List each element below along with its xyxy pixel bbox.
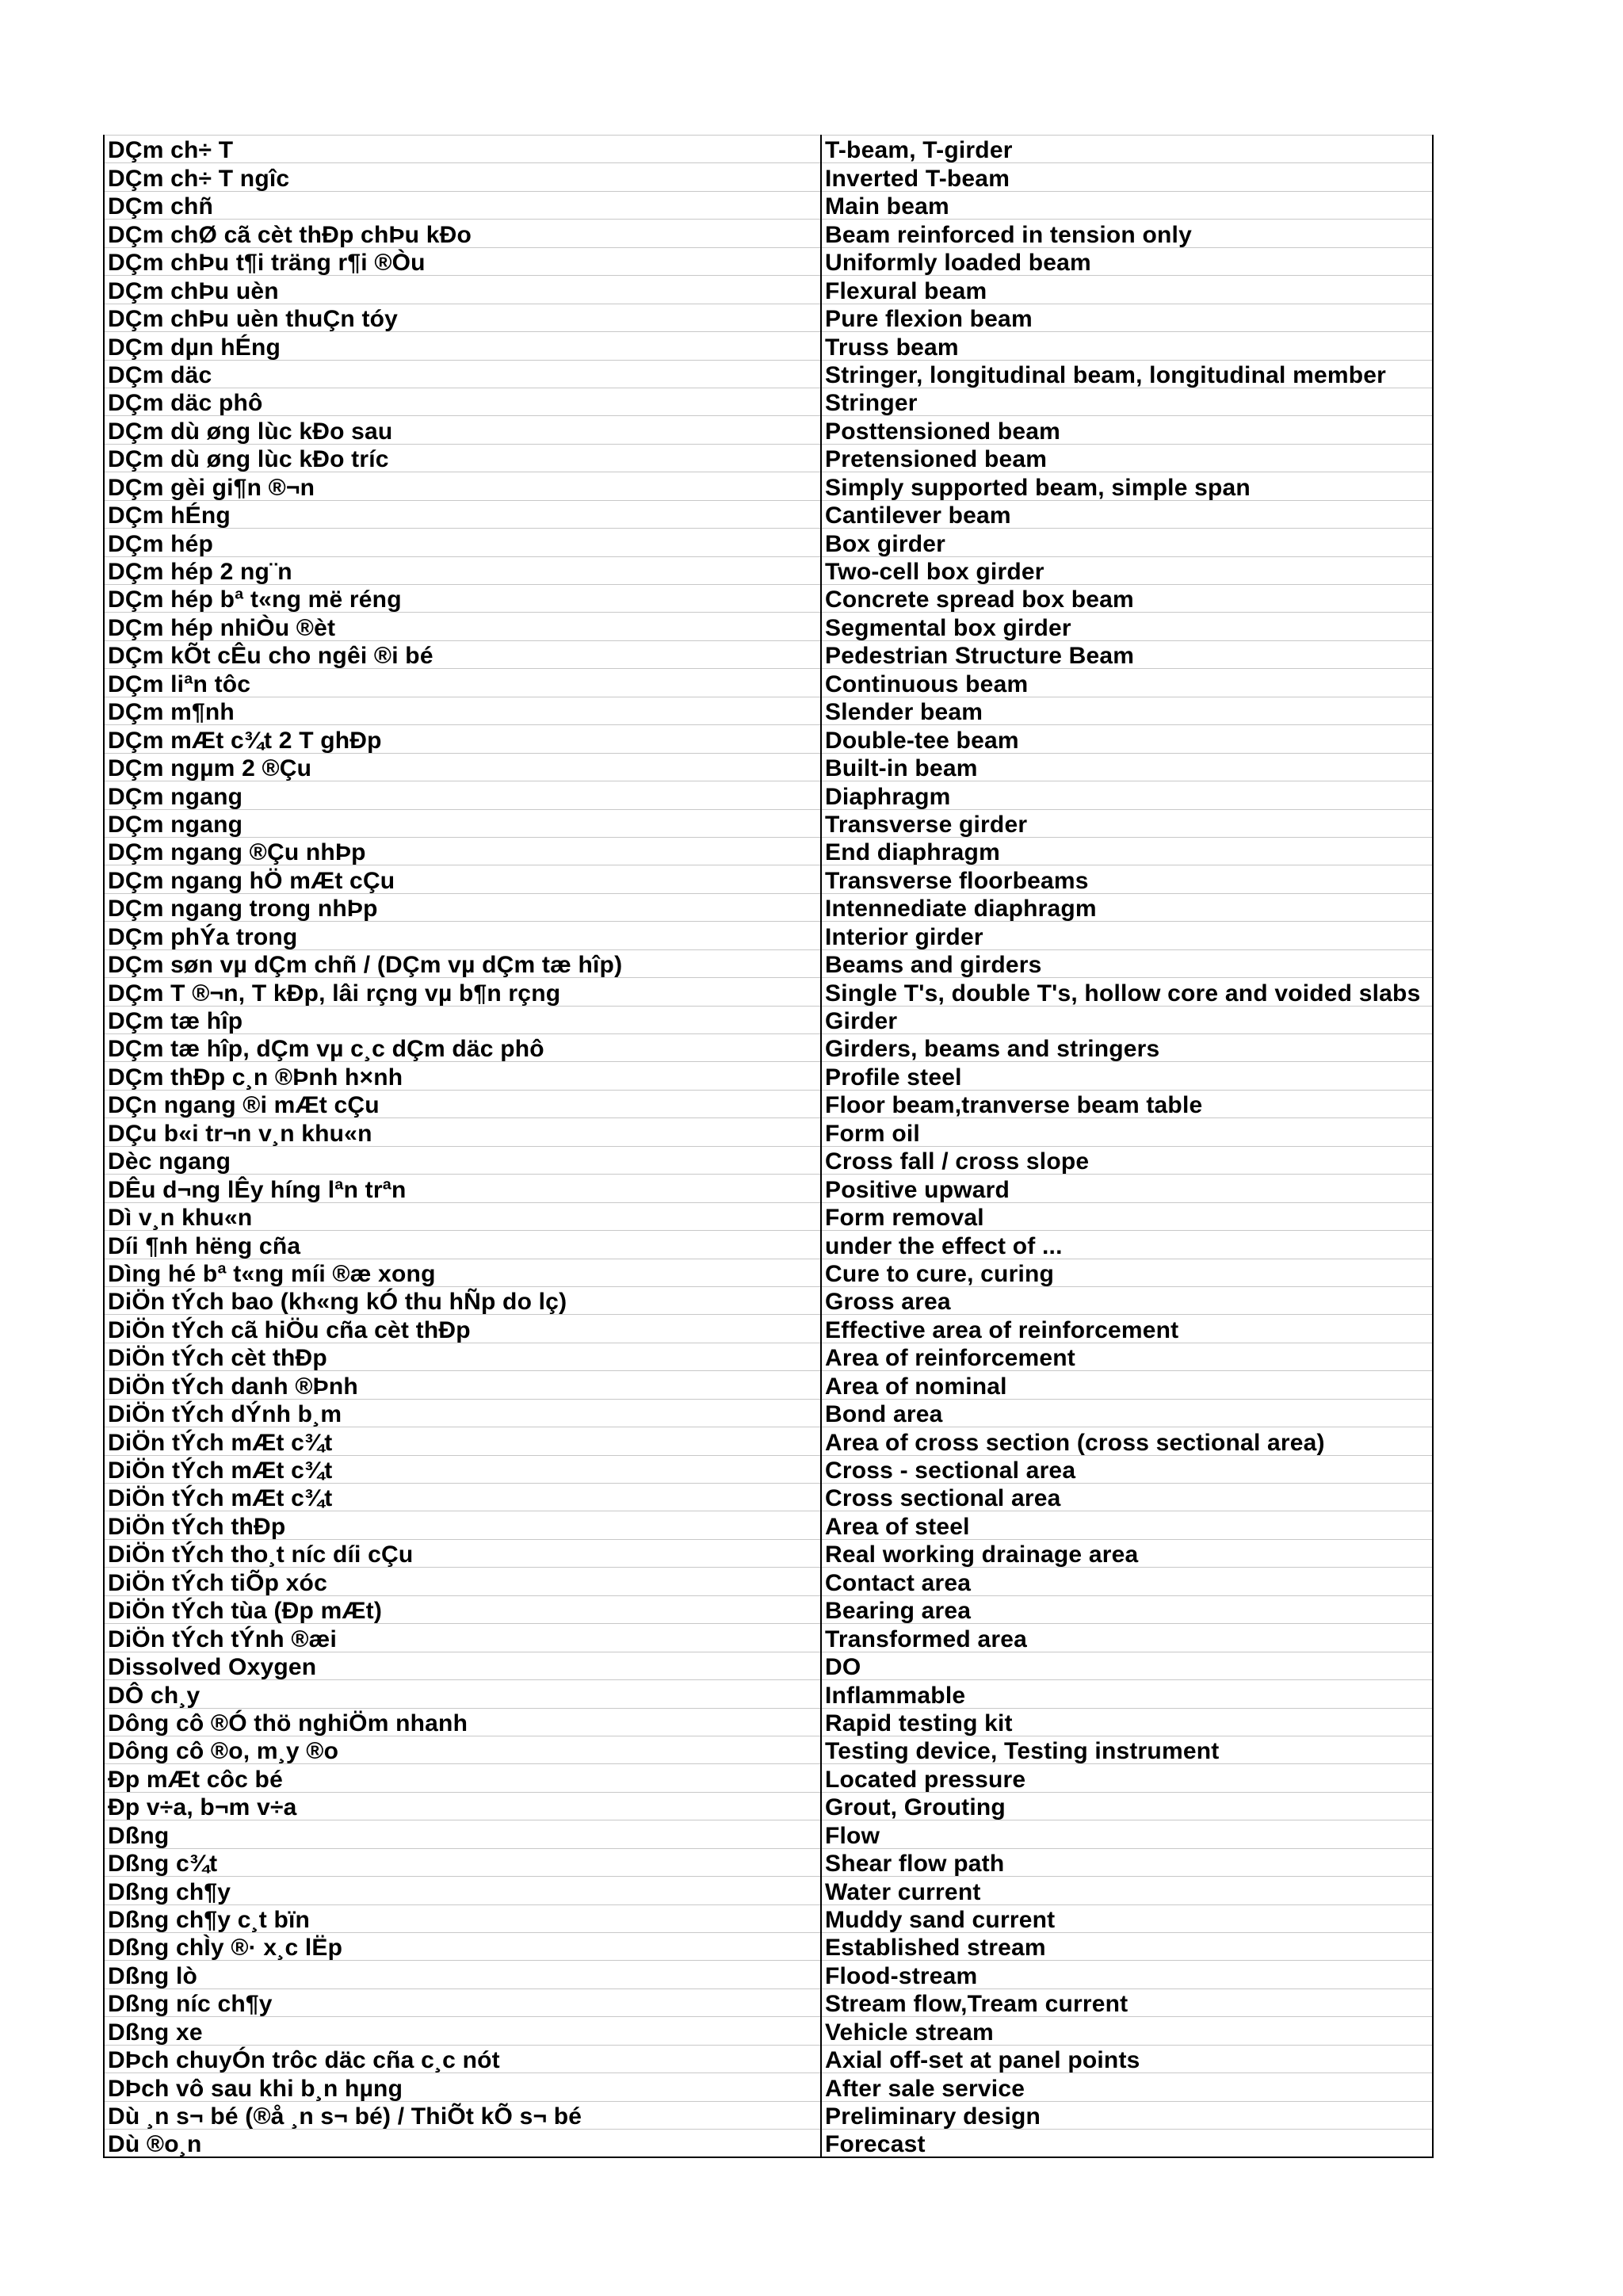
vietnamese-term-cell: DÇm dµn hÉng	[104, 332, 821, 360]
english-term-cell: Stringer, longitudinal beam, longitudinal member	[821, 360, 1433, 388]
table-row	[104, 1933, 1433, 1961]
vietnamese-term-cell: DÇm thÐp c¸n ®Þnh h×nh	[104, 1062, 821, 1090]
table-row	[104, 1877, 1433, 1904]
vietnamese-term-cell: Dù ®o¸n	[104, 2130, 821, 2157]
glossary-rows	[104, 136, 1433, 2158]
english-term-cell: Single T's, double T's, hollow core and voided slabs	[821, 978, 1433, 1006]
table-row	[104, 697, 1433, 724]
english-term-cell: Bond area	[821, 1399, 1433, 1427]
table-row	[104, 529, 1433, 556]
vietnamese-term-cell: DÇu b«i tr¬n v¸n khu«n	[104, 1118, 821, 1146]
vietnamese-term-cell: DiÖn tÝch tùa (Ðp mÆt)	[104, 1595, 821, 1623]
vietnamese-term-cell: DÇm ngang	[104, 781, 821, 809]
table-row	[104, 922, 1433, 949]
vietnamese-term-cell: DiÖn tÝch mÆt c¾t	[104, 1484, 821, 1511]
vietnamese-term-cell: Dßng	[104, 1820, 821, 1848]
table-row	[104, 1399, 1433, 1427]
english-term-cell: Cross - sectional area	[821, 1455, 1433, 1483]
english-term-cell: Pedestrian Structure Beam	[821, 640, 1433, 668]
vietnamese-term-cell: DÇm kÕt cÊu cho ngêi ®i bé	[104, 640, 821, 668]
english-term-cell: Stringer	[821, 388, 1433, 415]
english-term-cell: Area of cross section (cross sectional area)	[821, 1427, 1433, 1455]
vietnamese-term-cell: DÇm T ®¬n, T kÐp, lâi rçng vµ b¶n rçng	[104, 978, 821, 1006]
vietnamese-term-cell: DÞch chuyÓn trôc däc cña c¸c nót	[104, 2045, 821, 2073]
english-term-cell: Intennediate diaphragm	[821, 893, 1433, 921]
english-term-cell: under the effect of ...	[821, 1231, 1433, 1259]
table-row	[104, 304, 1433, 331]
vietnamese-term-cell: Dông cô ®Ó thö nghiÖm nhanh	[104, 1708, 821, 1736]
table-row	[104, 865, 1433, 893]
vietnamese-term-cell: Dì v¸n khu«n	[104, 1202, 821, 1230]
vietnamese-term-cell: Dßng lò	[104, 1961, 821, 1988]
table-row	[104, 1118, 1433, 1146]
table-row	[104, 753, 1433, 781]
table-row	[104, 332, 1433, 360]
table-row	[104, 276, 1433, 304]
english-term-cell: Inverted T-beam	[821, 163, 1433, 191]
vietnamese-term-cell: Dßng ch¶y	[104, 1877, 821, 1904]
table-row	[104, 669, 1433, 697]
english-term-cell: Girder	[821, 1006, 1433, 1033]
vietnamese-term-cell: DÞch vô sau khi b¸n hµng	[104, 2073, 821, 2101]
english-term-cell: Box girder	[821, 529, 1433, 556]
vietnamese-term-cell: Díi ¶nh hëng cña	[104, 1231, 821, 1259]
english-term-cell: Cross sectional area	[821, 1484, 1433, 1511]
english-term-cell: Form oil	[821, 1118, 1433, 1146]
english-term-cell: DO	[821, 1652, 1433, 1679]
english-term-cell: Built-in beam	[821, 753, 1433, 781]
vietnamese-term-cell: DÇm dù øng lùc kÐo tríc	[104, 444, 821, 472]
vietnamese-term-cell: DÇm däc	[104, 360, 821, 388]
english-term-cell: Diaphragm	[821, 781, 1433, 809]
english-term-cell: Posttensioned beam	[821, 416, 1433, 444]
vietnamese-term-cell: Dßng níc ch¶y	[104, 1988, 821, 2016]
vietnamese-term-cell: DÇm chÞu uèn	[104, 276, 821, 304]
vietnamese-term-cell: DÇm hép 2 ng¨n	[104, 556, 821, 584]
vietnamese-term-cell: DÇm ch÷ T ngîc	[104, 163, 821, 191]
table-row	[104, 2017, 1433, 2045]
english-term-cell: Vehicle stream	[821, 2017, 1433, 2045]
english-term-cell: Testing device, Testing instrument	[821, 1736, 1433, 1763]
vietnamese-term-cell: DiÖn tÝch mÆt c¾t	[104, 1427, 821, 1455]
table-row	[104, 1455, 1433, 1483]
english-term-cell: Cure to cure, curing	[821, 1259, 1433, 1286]
vietnamese-term-cell: DÊu d¬ng lÊy híng lªn trªn	[104, 1175, 821, 1202]
table-row	[104, 556, 1433, 584]
vietnamese-term-cell: DÔ ch¸y	[104, 1680, 821, 1708]
english-term-cell: Grout, Grouting	[821, 1792, 1433, 1820]
vietnamese-term-cell: DiÖn tÝch tiÕp xóc	[104, 1568, 821, 1595]
table-row	[104, 444, 1433, 472]
english-term-cell: Pure flexion beam	[821, 304, 1433, 331]
vietnamese-term-cell: DÇm chñ	[104, 191, 821, 219]
table-row	[104, 1202, 1433, 1230]
vietnamese-term-cell: Ðp mÆt côc bé	[104, 1764, 821, 1792]
english-term-cell: Area of steel	[821, 1511, 1433, 1539]
vietnamese-term-cell: DÇm ngang	[104, 809, 821, 837]
english-term-cell: Concrete spread box beam	[821, 585, 1433, 613]
table-row	[104, 472, 1433, 500]
table-row	[104, 1539, 1433, 1567]
table-row	[104, 613, 1433, 640]
table-row	[104, 1708, 1433, 1736]
vietnamese-term-cell: DiÖn tÝch cèt thÐp	[104, 1343, 821, 1370]
english-term-cell: Transformed area	[821, 1624, 1433, 1652]
table-row	[104, 247, 1433, 275]
table-row	[104, 1231, 1433, 1259]
vietnamese-term-cell: DÇm dù øng lùc kÐo sau	[104, 416, 821, 444]
table-row	[104, 416, 1433, 444]
vietnamese-term-cell: Dßng chÌy ®· x¸c lËp	[104, 1933, 821, 1961]
table-row	[104, 837, 1433, 865]
table-row	[104, 1175, 1433, 1202]
english-term-cell: Flexural beam	[821, 276, 1433, 304]
vietnamese-term-cell: DÇm ngang ®Çu nhÞp	[104, 837, 821, 865]
vietnamese-term-cell: DÇm ngang hÖ mÆt cÇu	[104, 865, 821, 893]
vietnamese-term-cell: DiÖn tÝch tÝnh ®æi	[104, 1624, 821, 1652]
table-row	[104, 388, 1433, 415]
english-term-cell: T-beam, T-girder	[821, 136, 1433, 163]
table-row	[104, 360, 1433, 388]
english-term-cell: Water current	[821, 1877, 1433, 1904]
english-term-cell: Rapid testing kit	[821, 1708, 1433, 1736]
table-row	[104, 640, 1433, 668]
table-row	[104, 1736, 1433, 1763]
table-row	[104, 978, 1433, 1006]
vietnamese-term-cell: DiÖn tÝch bao (kh«ng kÓ thu hÑp do lç)	[104, 1286, 821, 1314]
table-row	[104, 1792, 1433, 1820]
table-row	[104, 1484, 1433, 1511]
table-row	[104, 1371, 1433, 1399]
vietnamese-term-cell: DiÖn tÝch mÆt c¾t	[104, 1455, 821, 1483]
table-row	[104, 500, 1433, 528]
vietnamese-term-cell: DÇm däc phô	[104, 388, 821, 415]
vietnamese-term-cell: DÇm gèi gi¶n ®¬n	[104, 472, 821, 500]
english-term-cell: Two-cell box girder	[821, 556, 1433, 584]
english-term-cell: Transverse floorbeams	[821, 865, 1433, 893]
english-term-cell: Beam reinforced in tension only	[821, 220, 1433, 247]
english-term-cell: Girders, beams and stringers	[821, 1034, 1433, 1062]
vietnamese-term-cell: DÇm hép	[104, 529, 821, 556]
vietnamese-term-cell: DÇm tæ hîp	[104, 1006, 821, 1033]
english-term-cell: Gross area	[821, 1286, 1433, 1314]
english-term-cell: Pretensioned beam	[821, 444, 1433, 472]
english-term-cell: Beams and girders	[821, 949, 1433, 977]
english-term-cell: End diaphragm	[821, 837, 1433, 865]
english-term-cell: Muddy sand current	[821, 1904, 1433, 1932]
vietnamese-term-cell: Ðp v÷a, b¬m v÷a	[104, 1792, 821, 1820]
table-row	[104, 725, 1433, 753]
table-row	[104, 585, 1433, 613]
vietnamese-term-cell: Dông cô ®o, m¸y ®o	[104, 1736, 821, 1763]
table-row	[104, 2130, 1433, 2157]
vietnamese-term-cell: DÇm hép nhiÒu ®èt	[104, 613, 821, 640]
english-term-cell: Profile steel	[821, 1062, 1433, 1090]
english-term-cell: Simply supported beam, simple span	[821, 472, 1433, 500]
vietnamese-term-cell: DÇm hÉng	[104, 500, 821, 528]
table-row	[104, 1146, 1433, 1174]
english-term-cell: Continuous beam	[821, 669, 1433, 697]
table-row	[104, 1315, 1433, 1343]
table-row	[104, 809, 1433, 837]
table-row	[104, 163, 1433, 191]
english-term-cell: Stream flow,Tream current	[821, 1988, 1433, 2016]
table-row	[104, 1848, 1433, 1876]
table-row	[104, 1595, 1433, 1623]
table-row	[104, 1680, 1433, 1708]
vietnamese-term-cell: Dìng hé bª t«ng míi ®æ xong	[104, 1259, 821, 1286]
english-term-cell: Slender beam	[821, 697, 1433, 724]
english-term-cell: Uniformly loaded beam	[821, 247, 1433, 275]
vietnamese-term-cell: Dßng ch¶y c¸t bïn	[104, 1904, 821, 1932]
table-row	[104, 949, 1433, 977]
table-row	[104, 2045, 1433, 2073]
english-term-cell: Double-tee beam	[821, 725, 1433, 753]
vietnamese-term-cell: DÇm m¶nh	[104, 697, 821, 724]
table-row	[104, 1343, 1433, 1370]
table-row	[104, 1988, 1433, 2016]
vietnamese-term-cell: DÇm ch÷ T	[104, 136, 821, 163]
vietnamese-term-cell: DÇn ngang ®i mÆt cÇu	[104, 1090, 821, 1117]
english-term-cell: Inflammable	[821, 1680, 1433, 1708]
english-term-cell: After sale service	[821, 2073, 1433, 2101]
english-term-cell: Positive upward	[821, 1175, 1433, 1202]
english-term-cell: Main beam	[821, 191, 1433, 219]
vietnamese-term-cell: DÇm chÞu t¶i träng r¶i ®Òu	[104, 247, 821, 275]
table-row	[104, 1062, 1433, 1090]
english-term-cell: Area of reinforcement	[821, 1343, 1433, 1370]
table-row	[104, 1624, 1433, 1652]
english-term-cell: Forecast	[821, 2130, 1433, 2157]
table-row	[104, 1427, 1433, 1455]
english-term-cell: Effective area of reinforcement	[821, 1315, 1433, 1343]
english-term-cell: Axial off-set at panel points	[821, 2045, 1433, 2073]
vietnamese-term-cell: DiÖn tÝch dÝnh b¸m	[104, 1399, 821, 1427]
english-term-cell: Area of nominal	[821, 1371, 1433, 1399]
table-row	[104, 191, 1433, 219]
table-row	[104, 2073, 1433, 2101]
table-row	[104, 1652, 1433, 1679]
table-row	[104, 1034, 1433, 1062]
glossary-sheet	[103, 135, 1432, 2158]
vietnamese-term-cell: DÇm søn vµ dÇm chñ / (DÇm vµ dÇm tæ hîp)	[104, 949, 821, 977]
vietnamese-term-cell: DÇm chØ cã cèt thÐp chÞu kÐo	[104, 220, 821, 247]
table-row	[104, 1006, 1433, 1033]
english-term-cell: Real working drainage area	[821, 1539, 1433, 1567]
table-row	[104, 1286, 1433, 1314]
english-term-cell: Preliminary design	[821, 2101, 1433, 2129]
table-row	[104, 220, 1433, 247]
vietnamese-term-cell: DiÖn tÝch tho¸t níc díi cÇu	[104, 1539, 821, 1567]
vietnamese-term-cell: Dissolved Oxygen	[104, 1652, 821, 1679]
table-row	[104, 1259, 1433, 1286]
vietnamese-term-cell: DÇm chÞu uèn thuÇn tóy	[104, 304, 821, 331]
table-row	[104, 781, 1433, 809]
english-term-cell: Located pressure	[821, 1764, 1433, 1792]
glossary-table	[103, 135, 1434, 2158]
table-row	[104, 1961, 1433, 1988]
table-row	[104, 2101, 1433, 2129]
vietnamese-term-cell: DÇm phÝa trong	[104, 922, 821, 949]
table-row	[104, 1904, 1433, 1932]
english-term-cell: Floor beam,tranverse beam table	[821, 1090, 1433, 1117]
vietnamese-term-cell: DÇm hép bª t«ng më réng	[104, 585, 821, 613]
english-term-cell: Segmental box girder	[821, 613, 1433, 640]
vietnamese-term-cell: DÇm mÆt c¾t 2 T ghÐp	[104, 725, 821, 753]
table-row	[104, 1568, 1433, 1595]
table-row	[104, 1820, 1433, 1848]
vietnamese-term-cell: DiÖn tÝch danh ®Þnh	[104, 1371, 821, 1399]
table-row	[104, 1090, 1433, 1117]
table-row	[104, 893, 1433, 921]
vietnamese-term-cell: DÇm tæ hîp, dÇm vµ c¸c dÇm däc phô	[104, 1034, 821, 1062]
english-term-cell: Flood-stream	[821, 1961, 1433, 1988]
english-term-cell: Shear flow path	[821, 1848, 1433, 1876]
english-term-cell: Established stream	[821, 1933, 1433, 1961]
english-term-cell: Flow	[821, 1820, 1433, 1848]
english-term-cell: Transverse girder	[821, 809, 1433, 837]
vietnamese-term-cell: DÇm liªn tôc	[104, 669, 821, 697]
english-term-cell: Bearing area	[821, 1595, 1433, 1623]
table-row	[104, 1511, 1433, 1539]
vietnamese-term-cell: DiÖn tÝch thÐp	[104, 1511, 821, 1539]
english-term-cell: Contact area	[821, 1568, 1433, 1595]
english-term-cell: Cross fall / cross slope	[821, 1146, 1433, 1174]
english-term-cell: Truss beam	[821, 332, 1433, 360]
vietnamese-term-cell: Dßng xe	[104, 2017, 821, 2045]
table-row	[104, 1764, 1433, 1792]
table-row	[104, 136, 1433, 163]
english-term-cell: Cantilever beam	[821, 500, 1433, 528]
vietnamese-term-cell: DÇm ngang trong nhÞp	[104, 893, 821, 921]
vietnamese-term-cell: DÇm ngµm 2 ®Çu	[104, 753, 821, 781]
vietnamese-term-cell: DiÖn tÝch cã hiÖu cña cèt thÐp	[104, 1315, 821, 1343]
vietnamese-term-cell: Dù ¸n s¬ bé (®å ¸n s¬ bé) / ThiÕt kÕ s¬ bé	[104, 2101, 821, 2129]
vietnamese-term-cell: Dßng c¾t	[104, 1848, 821, 1876]
vietnamese-term-cell: Dèc ngang	[104, 1146, 821, 1174]
english-term-cell: Form removal	[821, 1202, 1433, 1230]
english-term-cell: Interior girder	[821, 922, 1433, 949]
